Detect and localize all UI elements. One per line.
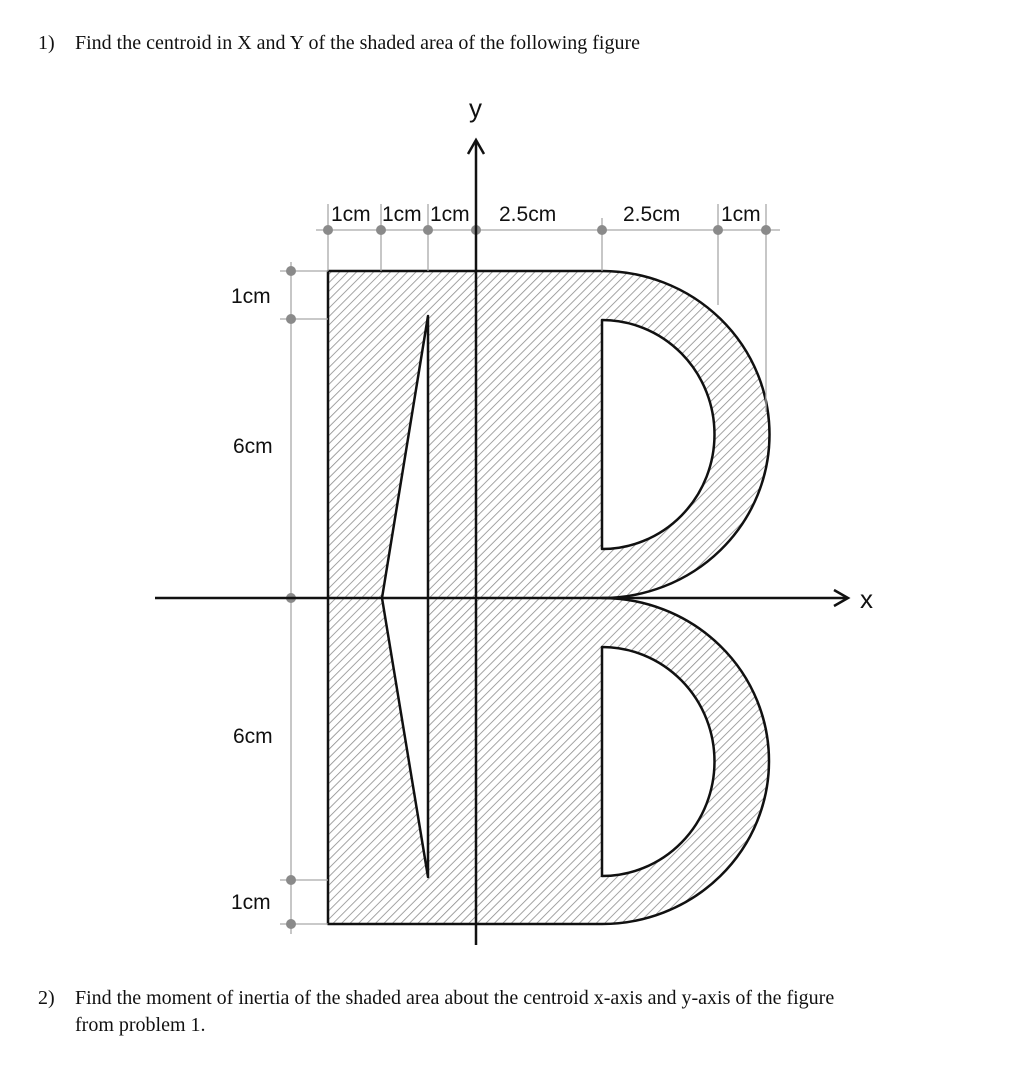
problem-2-number: 2) (38, 987, 55, 1009)
top-dim-label-6: 1cm (721, 203, 761, 226)
left-dim-label-3: 6cm (233, 725, 273, 748)
problem-1-text: Find the centroid in X and Y of the shaded area of the following figure (75, 32, 641, 54)
left-dim-label-2: 6cm (233, 435, 273, 458)
top-dim-label-5: 2.5cm (623, 203, 681, 226)
left-dim-label-4: 1cm (231, 891, 271, 914)
problem-2 (38, 985, 988, 1039)
problem-2-text-line-1: Find the moment of inertia of the shaded area about the centroid x-axis and y-axis of the figure (75, 987, 835, 1009)
x-axis-label: x (860, 584, 873, 614)
y-axis-label: y (469, 93, 482, 123)
top-dim-label-2: 1cm (382, 203, 422, 226)
top-dim-label-4: 2.5cm (499, 203, 557, 226)
top-dim-label-1: 1cm (331, 203, 371, 226)
top-dim-label-3: 1cm (430, 203, 470, 226)
left-dim-label-1: 1cm (231, 285, 271, 308)
problem-1-number: 1) (38, 32, 55, 54)
problem-2-text-line-2: from problem 1. (75, 1014, 206, 1036)
